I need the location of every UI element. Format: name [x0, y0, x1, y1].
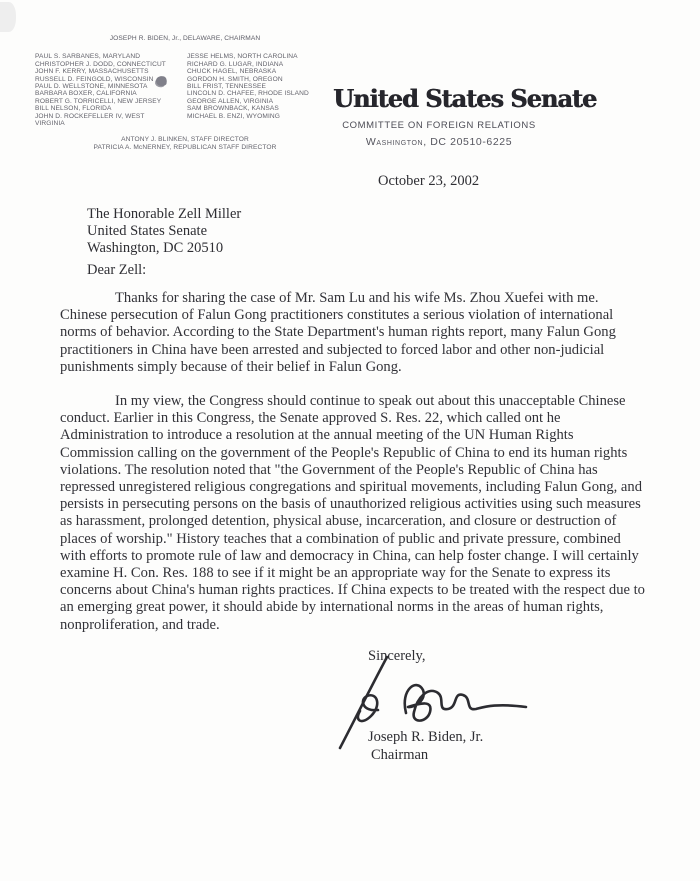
letterhead-members-block [35, 35, 335, 152]
letter-date: October 23, 2002 [378, 173, 480, 189]
staff-director-line: PATRICIA A. McNERNEY, REPUBLICAN STAFF DIRECTOR [93, 144, 277, 152]
senator-name: BILL FRIST, TENNESSEE [187, 83, 267, 91]
senator-name: BILL NELSON, FLORIDA [35, 105, 112, 113]
senator-name: ROBERT G. TORRICELLI, NEW JERSEY [35, 97, 162, 105]
senator-name: JOHN F. KERRY, MASSACHUSETTS [35, 68, 149, 76]
senator-name: BARBARA BOXER, CALIFORNIA [35, 90, 137, 98]
senate-wordmark: United States Senate [333, 84, 597, 113]
senator-name: RUSSELL D. FEINGOLD, WISCONSIN [35, 75, 154, 83]
signer-name: Joseph R. Biden, Jr. [368, 729, 484, 745]
senator-name: RICHARD G. LUGAR, INDIANA [187, 60, 284, 68]
senator-name: CHRISTOPHER J. DODD, CONNECTICUT [35, 60, 166, 68]
body-paragraph: In my view, the Congress should continue to speak out about this unacceptable Chinese conduct. Earlier in this Congress, the Senate approved S. Res. 22, which called ont he Administration to introduce a resolution at the annual meeting of the UN Human Rights Commission calling on the government of the People's Republic of China to end its human rights violations. The resolution noted that "the Government of the People's Republic of China has repressed unregistered religious congregations and spiritual movements, including Falun Gong, and persists in persecuting persons on the basis of unauthorized religious activities using such measures as harassment, prolonged detention, physical abuse, incarceration, and closure or destruction of places of worship." History teaches that a combination of public and private pressure, combined with efforts to promote rule of law and democracy in China, can help foster change. I will certainly examine H. Con. Res. 188 to see if it might be an appropriate way for the Senate to express its concerns about China's human rights practices. If China expects to be treated with the respect due to an emerging great power, it should abide by international norms in the areas of human rights, nonproliferation, and trade. [60, 393, 645, 633]
recipient-address-line: United States Senate [87, 223, 208, 239]
senator-name: SAM BROWNBACK, KANSAS [187, 105, 279, 113]
letterhead-masthead [333, 84, 597, 148]
closing-word: Sincerely, [368, 648, 426, 664]
senator-name: JESSE HELMS, NORTH CAROLINA [187, 53, 298, 61]
staff-directors-block [35, 136, 335, 151]
senator-name: JOHN D. ROCKEFELLER IV, WEST VIRGINIA [35, 112, 145, 128]
committee-address: Washington, DC 20510-6225 [365, 136, 513, 148]
senator-name: CHUCK HAGEL, NEBRASKA [187, 68, 277, 76]
members-column-minority [187, 53, 335, 127]
recipient-address-block [87, 206, 241, 257]
senator-name: PAUL S. SARBANES, MARYLAND [35, 53, 141, 61]
recipient-address-line: The Honorable Zell Miller [87, 206, 242, 222]
senator-name: MICHAEL B. ENZI, WYOMING [187, 112, 281, 120]
body-paragraph: Thanks for sharing the case of Mr. Sam Lu and his wife Ms. Zhou Xuefei with me. Chinese persecution of Falun Gong practitioners constitutes a serious violation of international norms of behavior. According to the State Department's human rights report, many Falun Gong practitioners in China have been arrested and subjected to forced labor and other non-judicial punishments simply because of their belief in Falun Gong. [60, 290, 616, 375]
chairman-line: JOSEPH R. BIDEN, Jr., DELAWARE, CHAIRMAN [109, 35, 261, 42]
members-column-majority [35, 53, 173, 127]
salutation: Dear Zell: [87, 262, 147, 278]
senator-name: GEORGE ALLEN, VIRGINIA [187, 97, 274, 105]
senator-name: GORDON H. SMITH, OREGON [187, 75, 283, 83]
senator-name: PAUL D. WELLSTONE, MINNESOTA [35, 83, 148, 91]
staff-director-line: ANTONY J. BLINKEN, STAFF DIRECTOR [121, 136, 249, 144]
members-columns [35, 53, 335, 127]
senator-name: LINCOLN D. CHAFEE, RHODE ISLAND [187, 90, 309, 98]
signer-title: Chairman [371, 747, 429, 763]
letter-body [60, 290, 648, 651]
committee-name: COMMITTEE ON FOREIGN RELATIONS [342, 120, 536, 131]
scan-smudge-mark [0, 2, 16, 32]
recipient-address-line: Washington, DC 20510 [87, 240, 224, 256]
